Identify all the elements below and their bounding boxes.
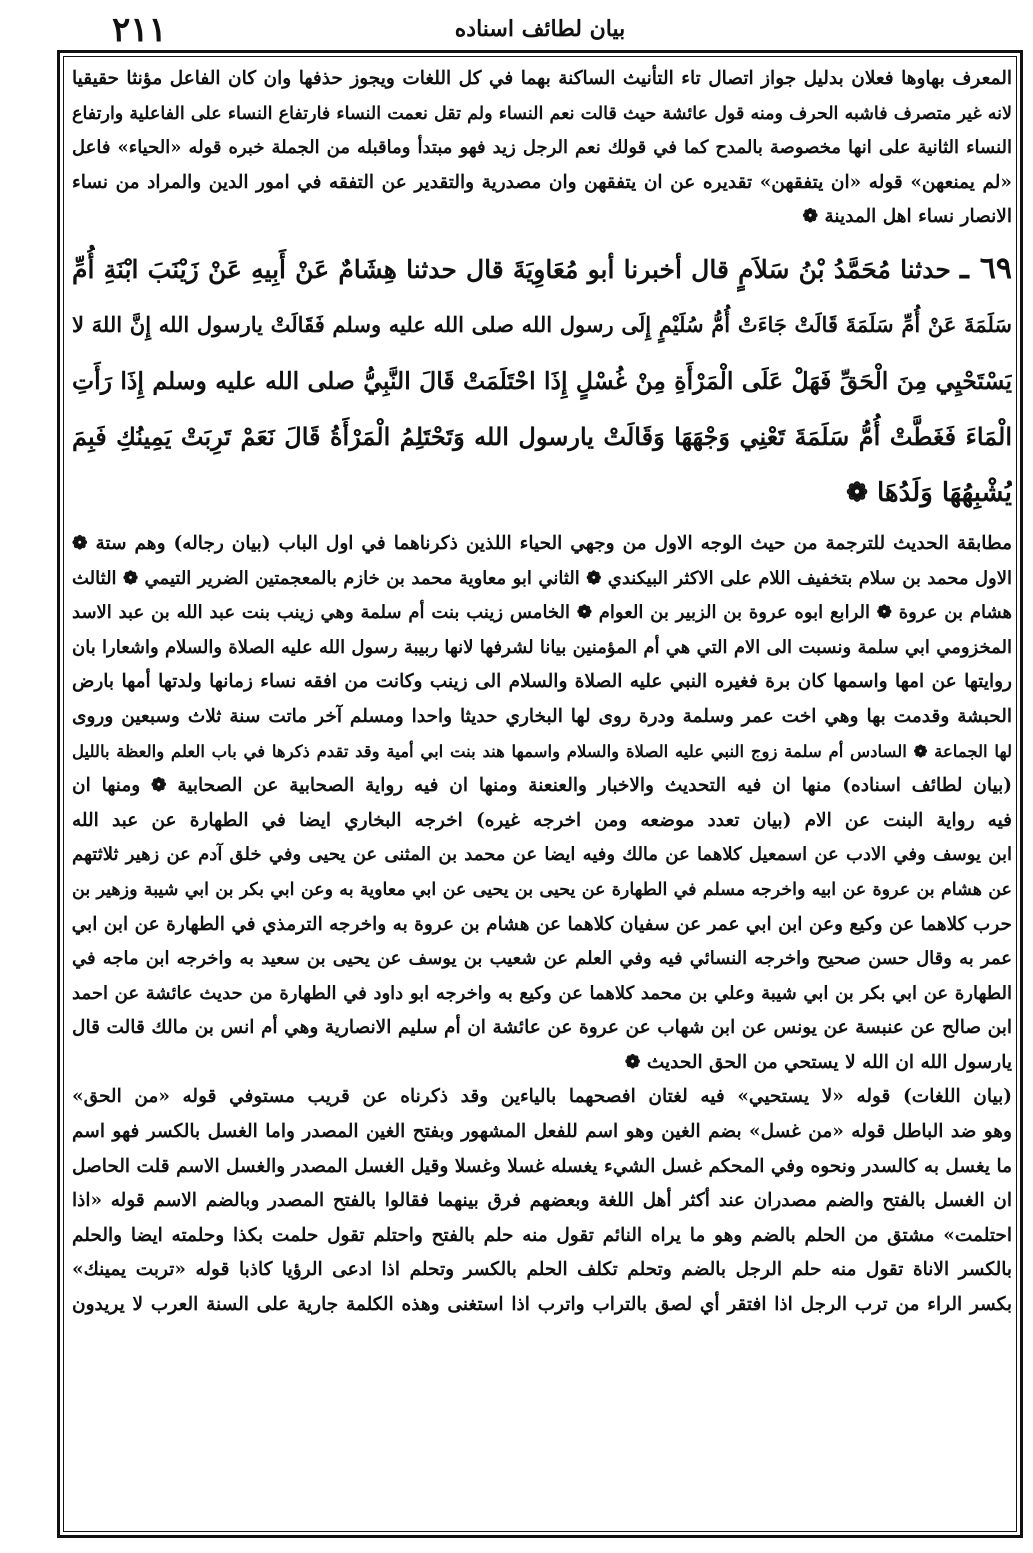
text-line: ما يغسل به كالسدر ونحوه وفي المحكم غسل الشيء يغسله غسلا وغسلا وقيل الغسل المصدر والغسل الاسم قلت الحاصل <box>72 1155 1012 1177</box>
text-line: ان الغسل بالفتح والضم مصدران عند أكثر أهل اللغة وبعضهم فرق بينهما فقالوا بالفتح المصدر وبالضم الاسم قوله «اذا <box>72 1190 1012 1212</box>
hadith-line: يَسْتَحْيِي مِنَ الْحَقِّ فَهَلْ عَلَى الْمَرْأَةِ مِنْ غُسْلٍ إِذَا احْتَلَمَتْ قَالَ النَّبِيُّ صلى الله عليه وسلم إِذَا رَأَتِ <box>72 366 1012 395</box>
text-line: احتلمت» مشتق من الحلم بالضم وهو ما يراه النائم تقول منه حلم بالفتح واحتلم تقول حلمت بكذا وحلمته ايضا والحلم <box>72 1224 1012 1246</box>
text-line: روايتها عن امها واسمها كان برة فغيره النبي عليه الصلاة والسلام الى زينب وكانت من افقه نساء زمانها ولدتها أمها بارض <box>72 671 1012 693</box>
narrators-paragraph <box>72 527 1012 769</box>
text-line: الحبشة وقدمت بها وهي اخت عمر وسلمة ودرة روى لها البخاري حديثا واحدا ومسلم آخر ماتت سنة ثلاث وسبعين وروى <box>72 705 1012 727</box>
hadith-line: الْمَاءَ فَغَطَّتْ أُمُّ سَلَمَةَ تَعْنِي وَجْهَهَا وَقَالَتْ يارسول الله وَتَحْتَلِمُ الْمَرْأَةُ قَالَ نَعَمْ تَرِبَتْ يَمِينُكِ فَبِمَ <box>72 421 1012 451</box>
hadith-number: ٦٩ ـ <box>960 250 1012 286</box>
text-line: وهو ضد الباطل قوله «من غسل» بضم الغين وهو اسم للفعل المشهور وبفتح الغين المصدر واما الغسل بالكسر فهو اسم <box>72 1121 1012 1143</box>
text-line: فيه رواية البنت عن الام (بيان تعدد موضعه ومن اخرجه غيره) اخرجه البخاري ايضا في الطهارة عن عبد الله <box>72 809 1012 831</box>
text-line: ابن صالح عن عنبسة عن يونس عن ابن شهاب عن عروة عن عائشة ان أم سليم الانصارية وهي أم انس بن مالك قالت قال <box>72 1017 1012 1039</box>
text-line: ابن يوسف وفي الادب عن اسمعيل كلاهما عن مالك وفيه ايضا عن محمد بن المثنى عن يحيى وفي خلق آدم عن زهير ثلاثتهم <box>72 844 1012 866</box>
commentary-paragraph <box>72 62 1012 235</box>
page-number: ٢١١ <box>112 10 167 50</box>
text-line: النساء الثانية على انها مخصوصة بالمدح كما في قولك نعم الرجل زيد فهو مبتدأ وماقبله من الجملة خبره قوله «الحياء» فاعل <box>72 137 1012 159</box>
isnad-paragraph <box>72 769 1012 1080</box>
text-line: حرب كلاهما عن وكيع وعن ابن ابي عمر عن سفيان كلاهما عن هشام بن عروة به واخرجه الترمذي في الطهارة عن ابن ابي <box>72 913 1012 935</box>
running-title: بيان لطائف اسناده <box>454 16 626 42</box>
text-line: المعرف بهاوها فعلان بدليل جواز اتصال تاء التأنيث الساكنة بهما في كل اللغات ويجوز حذفها وان كان الفاعل مؤنثا حقيقيا <box>72 68 1012 89</box>
text-line: الاول محمد بن سلام بتخفيف اللام على الاكثر البيكندي ❁ الثاني ابو معاوية محمد بن خازم بالمعجمتين الضرير التيمي ❁ الثالث <box>72 567 1012 589</box>
page-header <box>60 10 1020 48</box>
hadith-line <box>72 241 1012 297</box>
hadith-line-text: حدثنا مُحَمَّدُ بْنُ سَلاَمٍ قال أخبرنا أبو مُعَاوِيَةَ قال حدثنا هِشَامٌ عَنْ أَبِيهِ عَنْ زَيْنَبَ ابْنَةِ أُمِّ <box>72 254 951 284</box>
text-line: بالكسر الاناة تقول منه حلم الرجل بالضم وتحلم تكلف الحلم بالكسر وتحلم اذا ادعى الرؤيا كاذبا قوله «تربت يمينك» <box>72 1259 1012 1281</box>
text-line: هشام بن عروة ❁ الرابع ابوه عروة بن الزبير بن العوام ❁ الخامس زينب بنت أم سلمة وهي زينب بنت عبد الله بن عبد الاسد <box>72 602 1012 624</box>
text-line: الطهارة عن ابي بكر بن ابي شيبة وعلي بن محمد كلاهما عن وكيع به واخرجه ابو داود في الطهارة من حديث عائشة عن احمد <box>72 982 1012 1004</box>
text-line: عمر به وقال حسن صحيح واخرجه النسائي فيه وفي العلم عن شعيب بن يوسف عن يحيى بن سعيد به واخرجه ابن ماجه في <box>72 948 1012 970</box>
text-line: بكسر الراء من ترب الرجل اذا افتقر أي لصق بالتراب واترب اذا استغنى وهذه الكلمة جارية على السنة العرب لا يريدون <box>72 1294 1012 1316</box>
text-line: (بيان اللغات) قوله «لا يستحيي» فيه لغتان افصحهما بالياءين وقد ذكرناه عن قريب مستوفي قوله «من الحق» <box>72 1086 1012 1108</box>
text-line: لانه غير متصرف فاشبه الحرف ومنه قول عائشة حيث قالت نعم النساء ولم تقل نعمت النساء فارتفاع النساء على الفاعلية وارتفاع <box>72 103 1012 124</box>
text-line: الانصار نساء اهل المدينة ❁ <box>802 206 1012 228</box>
hadith-line: يُشْبِهُهَا وَلَدُهَا ❁ <box>846 477 1012 508</box>
hadith-text <box>72 241 1012 521</box>
text-line: لها الجماعة ❁ السادس أم سلمة زوج النبي عليه الصلاة والسلام واسمها هند بنت ابي أمية وقد تقدم ذكرها في باب العلم والعظة بالليل <box>72 741 1012 761</box>
text-line: يارسول الله ان الله لا يستحي من الحق الحديث ❁ <box>624 1051 1012 1073</box>
text-line: مطابقة الحديث للترجمة من حيث الوجه الاول من وجهي الحياء اللذين ذكرناهما في اول الباب (بيان رجاله) وهم ستة ❁ <box>72 532 1012 554</box>
text-line: «لم يمنعهن» قوله «ان يتفقهن» تقديره عن ان يتفقهن وان مصدرية والتقدير عن التفقه في امور الدين والمراد من نساء <box>72 171 1012 193</box>
text-line: (بيان لطائف اسناده) منها ان فيه التحديث والاخبار والعنعنة ومنها ان فيه رواية الصحابية عن الصحابية ❁ ومنها ان <box>72 775 1012 797</box>
page-body <box>72 62 1012 1528</box>
language-paragraph <box>72 1080 1012 1322</box>
text-line: عن هشام بن عروة عن ابيه واخرجه مسلم في الطهارة عن يحيى بن يحيى عن ابي معاوية به وعن ابي بكر بن ابي شيبة وزهير بن <box>72 879 1012 900</box>
hadith-line: سَلَمَةَ عَنْ أُمِّ سَلَمَةَ قَالَتْ جَاءَتْ أُمُّ سُلَيْمٍ إِلَى رسول الله صلى الله عليه وسلم فَقَالَتْ يارسول الله إِنَّ اللهَ لا <box>72 311 1012 337</box>
text-line: المخزومي ابي سلمة ونسبت الى الام التي هي أم المؤمنين بيانا لشرفها لانها ربيبة رسول الله عليه الصلاة والسلام واشعارا بان <box>72 636 1012 658</box>
